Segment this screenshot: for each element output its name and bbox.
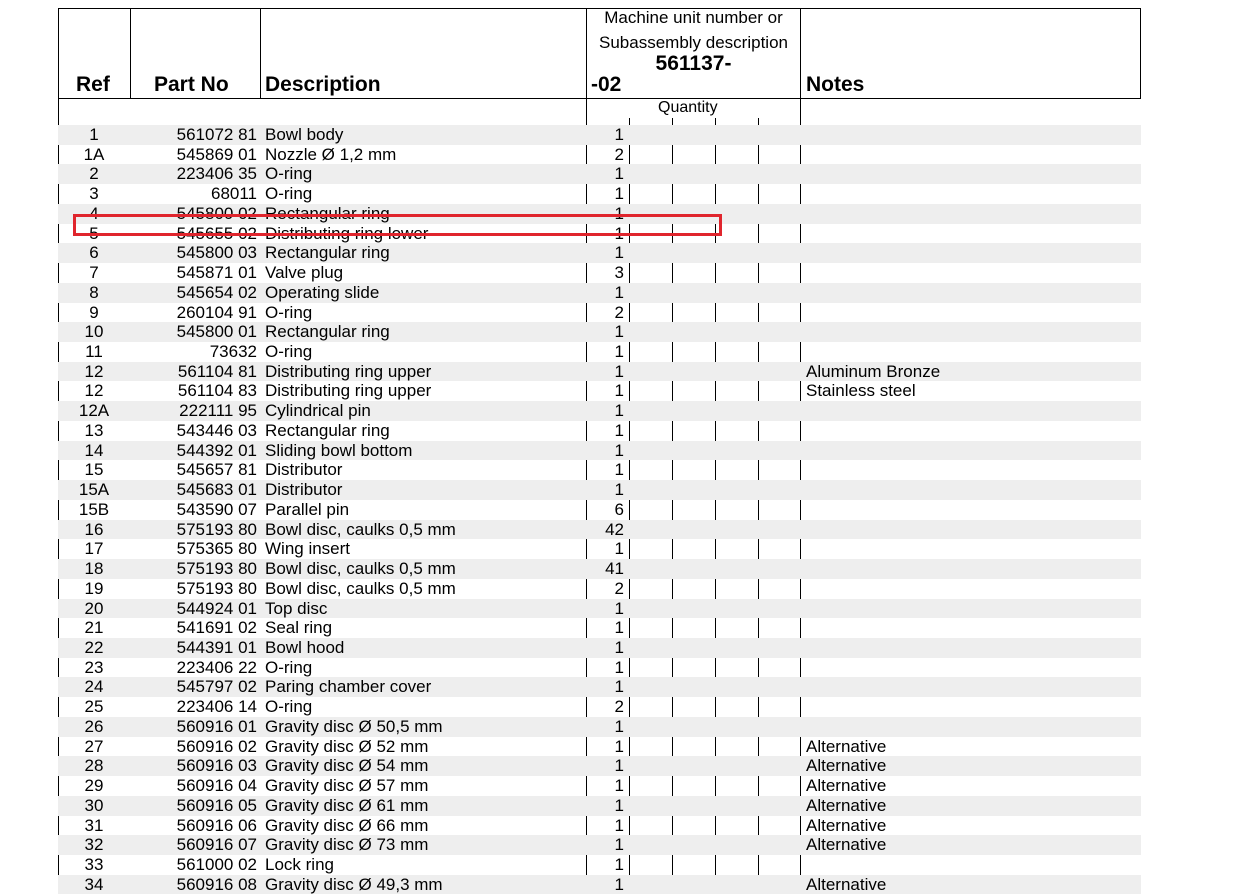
quantity-cell: 1 xyxy=(614,184,624,204)
quantity-cell: 1 xyxy=(614,539,624,559)
ref-cell: 15 xyxy=(84,460,104,480)
description-cell: Cylindrical pin xyxy=(265,401,371,421)
table-row xyxy=(58,342,1141,362)
ref-cell: 12A xyxy=(78,401,110,421)
notes-cell: Alternative xyxy=(806,815,887,835)
description-cell: Gravity disc Ø 49,3 mm xyxy=(265,874,443,894)
part-no-cell: 560916 02 xyxy=(176,736,257,756)
table-row xyxy=(58,559,1141,579)
table-row xyxy=(58,500,1141,520)
table-row xyxy=(58,164,1141,184)
ref-cell: 34 xyxy=(84,874,104,894)
part-no-cell: 560916 01 xyxy=(176,716,257,736)
quantity-cell: 1 xyxy=(614,618,624,638)
part-no-cell: 560916 05 xyxy=(176,795,257,815)
part-no-cell: 561104 83 xyxy=(177,381,257,401)
quantity-cell: 1 xyxy=(614,598,624,618)
part-no-cell: 544924 01 xyxy=(176,598,257,618)
quantity-cell: 1 xyxy=(614,874,624,894)
ref-cell: 6 xyxy=(89,243,99,263)
notes-cell: Alternative xyxy=(806,776,887,796)
description-cell: Rectangular ring xyxy=(265,203,390,223)
table-row xyxy=(58,776,1141,796)
quantity-cell: 1 xyxy=(614,282,624,302)
quantity-cell: 1 xyxy=(614,164,624,184)
ref-cell: 16 xyxy=(84,519,104,539)
part-no-cell: 560916 07 xyxy=(176,835,257,855)
header-machine-line1: Machine unit number or xyxy=(604,8,783,27)
quantity-cell: 42 xyxy=(605,519,624,539)
notes-cell: Alternative xyxy=(806,874,887,894)
quantity-cell: 1 xyxy=(614,677,624,697)
description-cell: Paring chamber cover xyxy=(265,677,432,697)
description-cell: O-ring xyxy=(265,342,313,362)
quantity-cell: 2 xyxy=(614,697,624,717)
description-cell: Valve plug xyxy=(265,263,344,283)
header-notes: Notes xyxy=(806,73,865,96)
description-cell: O-ring xyxy=(265,164,313,184)
description-cell: Nozzle Ø 1,2 mm xyxy=(265,144,397,164)
quantity-cell: 1 xyxy=(614,637,624,657)
description-cell: Operating slide xyxy=(265,282,380,302)
part-no-cell: 545683 01 xyxy=(176,480,257,500)
notes-cell: Stainless steel xyxy=(806,381,916,401)
description-cell: Gravity disc Ø 73 mm xyxy=(265,835,429,855)
ref-cell: 12 xyxy=(84,381,104,401)
part-no-cell: 544392 01 xyxy=(176,440,257,460)
ref-cell: 27 xyxy=(84,736,104,756)
quantity-cell: 1 xyxy=(614,716,624,736)
quantity-cell: 1 xyxy=(614,342,624,362)
ref-cell: 5 xyxy=(89,223,99,243)
table-row xyxy=(58,756,1141,776)
description-cell: O-ring xyxy=(265,697,313,717)
quantity-cell: 1 xyxy=(614,480,624,500)
ref-cell: 14 xyxy=(84,440,104,460)
ref-cell: 20 xyxy=(84,598,104,618)
ref-cell: 12 xyxy=(84,361,104,381)
table-row xyxy=(58,697,1141,717)
table-row xyxy=(58,243,1141,263)
part-no-cell: 575193 80 xyxy=(176,559,257,579)
header-unit-number: 561137- xyxy=(655,52,732,75)
table-row xyxy=(58,263,1141,283)
quantity-cell: 41 xyxy=(605,559,624,579)
quantity-cell: 2 xyxy=(614,302,624,322)
part-no-cell: 560916 08 xyxy=(176,874,257,894)
description-cell: Distributor xyxy=(265,480,343,500)
table-row xyxy=(58,125,1141,145)
table-row xyxy=(58,816,1141,836)
table-row xyxy=(58,618,1141,638)
notes-cell: Aluminum Bronze xyxy=(806,361,941,381)
ref-cell: 15A xyxy=(78,480,110,500)
ref-cell: 4 xyxy=(89,203,99,223)
table-row xyxy=(58,480,1141,500)
col-divider-part xyxy=(260,8,261,98)
part-no-cell: 543590 07 xyxy=(176,499,257,519)
quantity-cell: 1 xyxy=(614,835,624,855)
header-ref: Ref xyxy=(76,73,110,96)
ref-cell: 32 xyxy=(84,835,104,855)
quantity-cell: 2 xyxy=(614,144,624,164)
ref-cell: 13 xyxy=(84,420,104,440)
quantity-cell: 1 xyxy=(614,322,624,342)
description-cell: O-ring xyxy=(265,184,313,204)
description-cell: Gravity disc Ø 54 mm xyxy=(265,756,429,776)
ref-cell: 1A xyxy=(83,144,105,164)
part-no-cell: 560916 06 xyxy=(176,815,257,835)
header-variant: -02 xyxy=(591,73,622,96)
ref-cell: 3 xyxy=(89,184,99,204)
description-cell: Rectangular ring xyxy=(265,322,390,342)
quantity-cell: 1 xyxy=(614,223,624,243)
description-cell: Seal ring xyxy=(265,618,333,638)
quantity-cell: 1 xyxy=(614,776,624,796)
description-cell: O-ring xyxy=(265,657,313,677)
header-quantity: Quantity xyxy=(658,99,718,116)
quantity-cell: 6 xyxy=(614,499,624,519)
part-no-cell: 545800 01 xyxy=(176,322,257,342)
description-cell: Distributor xyxy=(265,460,343,480)
ref-cell: 2 xyxy=(89,164,99,184)
description-cell: Bowl disc, caulks 0,5 mm xyxy=(265,519,456,539)
table-row xyxy=(58,184,1141,204)
description-cell: Gravity disc Ø 52 mm xyxy=(265,736,429,756)
part-no-cell: 545871 01 xyxy=(176,263,257,283)
part-no-cell: 68011 xyxy=(210,184,257,204)
quantity-cell: 1 xyxy=(614,203,624,223)
ref-cell: 15B xyxy=(78,499,110,519)
part-no-cell: 223406 35 xyxy=(176,164,257,184)
table-row xyxy=(58,362,1141,382)
quantity-cell: 1 xyxy=(614,440,624,460)
part-no-cell: 561104 81 xyxy=(177,361,257,381)
part-no-cell: 575193 80 xyxy=(176,519,257,539)
header-bottom-border xyxy=(58,98,1141,99)
table-row xyxy=(58,441,1141,461)
description-cell: Gravity disc Ø 50,5 mm xyxy=(265,716,443,736)
table-row xyxy=(58,677,1141,697)
table-row xyxy=(58,599,1141,619)
ref-cell: 10 xyxy=(84,322,104,342)
ref-cell: 31 xyxy=(84,815,104,835)
header-part-no: Part No xyxy=(154,73,229,96)
table-row xyxy=(58,737,1141,757)
description-cell: Bowl disc, caulks 0,5 mm xyxy=(265,559,456,579)
part-no-cell: 545869 01 xyxy=(176,144,257,164)
ref-cell: 24 xyxy=(84,677,104,697)
part-no-cell: 575365 80 xyxy=(176,539,257,559)
table-row xyxy=(58,875,1141,894)
ref-cell: 29 xyxy=(84,776,104,796)
ref-cell: 18 xyxy=(84,559,104,579)
part-no-cell: 561000 02 xyxy=(176,855,257,874)
table-row xyxy=(58,145,1141,165)
description-cell: Lock ring xyxy=(265,855,334,874)
part-no-cell: 561072 81 xyxy=(176,125,257,144)
part-no-cell: 543446 03 xyxy=(176,420,257,440)
description-cell: Bowl disc, caulks 0,5 mm xyxy=(265,578,456,598)
ref-cell: 9 xyxy=(89,302,99,322)
ref-cell: 28 xyxy=(84,756,104,776)
quantity-cell: 1 xyxy=(614,815,624,835)
part-no-cell: 545800 02 xyxy=(176,203,257,223)
notes-cell: Alternative xyxy=(806,795,887,815)
quantity-cell: 2 xyxy=(614,578,624,598)
quantity-cell: 1 xyxy=(614,381,624,401)
part-no-cell: 544391 01 xyxy=(176,637,257,657)
header-description: Description xyxy=(265,73,381,96)
table-row xyxy=(58,520,1141,540)
part-no-cell: 73632 xyxy=(209,342,257,362)
parts-list-table xyxy=(58,8,1141,894)
quantity-cell: 1 xyxy=(614,756,624,776)
part-no-cell: 545655 02 xyxy=(176,223,257,243)
table-right-border xyxy=(1140,8,1141,98)
quantity-cell: 1 xyxy=(614,795,624,815)
part-no-cell: 545800 03 xyxy=(176,243,257,263)
part-no-cell: 575193 80 xyxy=(176,578,257,598)
notes-cell: Alternative xyxy=(806,756,887,776)
table-row xyxy=(58,421,1141,441)
description-cell: Parallel pin xyxy=(265,499,350,519)
description-cell: Distributing ring upper xyxy=(265,381,432,401)
notes-cell: Alternative xyxy=(806,736,887,756)
quantity-cell: 1 xyxy=(614,736,624,756)
table-row xyxy=(58,835,1141,855)
quantity-cell: 1 xyxy=(614,657,624,677)
part-no-cell: 545654 02 xyxy=(176,282,257,302)
header-machine-line2: Subassembly description xyxy=(599,33,788,52)
quantity-cell: 1 xyxy=(614,125,624,144)
description-cell: Gravity disc Ø 61 mm xyxy=(265,795,429,815)
quantity-cell: 1 xyxy=(614,460,624,480)
ref-cell: 17 xyxy=(84,539,104,559)
part-no-cell: 223406 22 xyxy=(176,657,257,677)
table-row xyxy=(58,322,1141,342)
table-row xyxy=(58,658,1141,678)
ref-cell: 8 xyxy=(89,282,99,302)
ref-cell: 21 xyxy=(84,618,104,638)
part-no-cell: 260104 91 xyxy=(176,302,257,322)
quantity-cell: 1 xyxy=(614,855,624,874)
description-cell: Top disc xyxy=(265,598,328,618)
description-cell: Wing insert xyxy=(265,539,351,559)
description-cell: Rectangular ring xyxy=(265,420,390,440)
table-row xyxy=(58,401,1141,421)
part-no-cell: 560916 03 xyxy=(176,756,257,776)
ref-cell: 19 xyxy=(84,578,104,598)
part-no-cell: 560916 04 xyxy=(176,776,257,796)
quantity-cell: 1 xyxy=(614,243,624,263)
table-row xyxy=(58,855,1141,875)
description-cell: O-ring xyxy=(265,302,313,322)
ref-cell: 33 xyxy=(84,855,104,874)
table-row xyxy=(58,638,1141,658)
ref-cell: 26 xyxy=(84,716,104,736)
description-cell: Sliding bowl bottom xyxy=(265,440,413,460)
ref-cell: 1 xyxy=(89,125,99,144)
ref-cell: 30 xyxy=(84,795,104,815)
notes-cell: Alternative xyxy=(806,835,887,855)
ref-cell: 7 xyxy=(89,263,99,283)
highlight-box xyxy=(73,214,722,236)
part-no-cell: 541691 02 xyxy=(176,618,257,638)
table-row xyxy=(58,283,1141,303)
part-no-cell: 545797 02 xyxy=(176,677,257,697)
ref-cell: 23 xyxy=(84,657,104,677)
col-divider-ref xyxy=(130,8,131,98)
part-no-cell: 545657 81 xyxy=(176,460,257,480)
description-cell: Gravity disc Ø 66 mm xyxy=(265,815,429,835)
part-no-cell: 222111 95 xyxy=(179,401,257,421)
ref-cell: 22 xyxy=(84,637,104,657)
ref-cell: 25 xyxy=(84,697,104,717)
table-row xyxy=(58,796,1141,816)
table-row xyxy=(58,460,1141,480)
table-row xyxy=(58,539,1141,559)
ref-cell: 11 xyxy=(85,342,103,362)
quantity-cell: 1 xyxy=(614,420,624,440)
description-cell: Rectangular ring xyxy=(265,243,390,263)
table-row xyxy=(58,717,1141,737)
table-row xyxy=(58,303,1141,323)
description-cell: Distributing ring upper xyxy=(265,361,432,381)
description-cell: Bowl hood xyxy=(265,637,345,657)
quantity-cell: 1 xyxy=(614,401,624,421)
quantity-cell: 1 xyxy=(614,361,624,381)
part-no-cell: 223406 14 xyxy=(176,697,257,717)
description-cell: Gravity disc Ø 57 mm xyxy=(265,776,429,796)
description-cell: Distributing ring lower xyxy=(265,223,429,243)
table-row xyxy=(58,381,1141,401)
table-row xyxy=(58,579,1141,599)
description-cell: Bowl body xyxy=(265,125,344,144)
quantity-cell: 3 xyxy=(614,263,624,283)
